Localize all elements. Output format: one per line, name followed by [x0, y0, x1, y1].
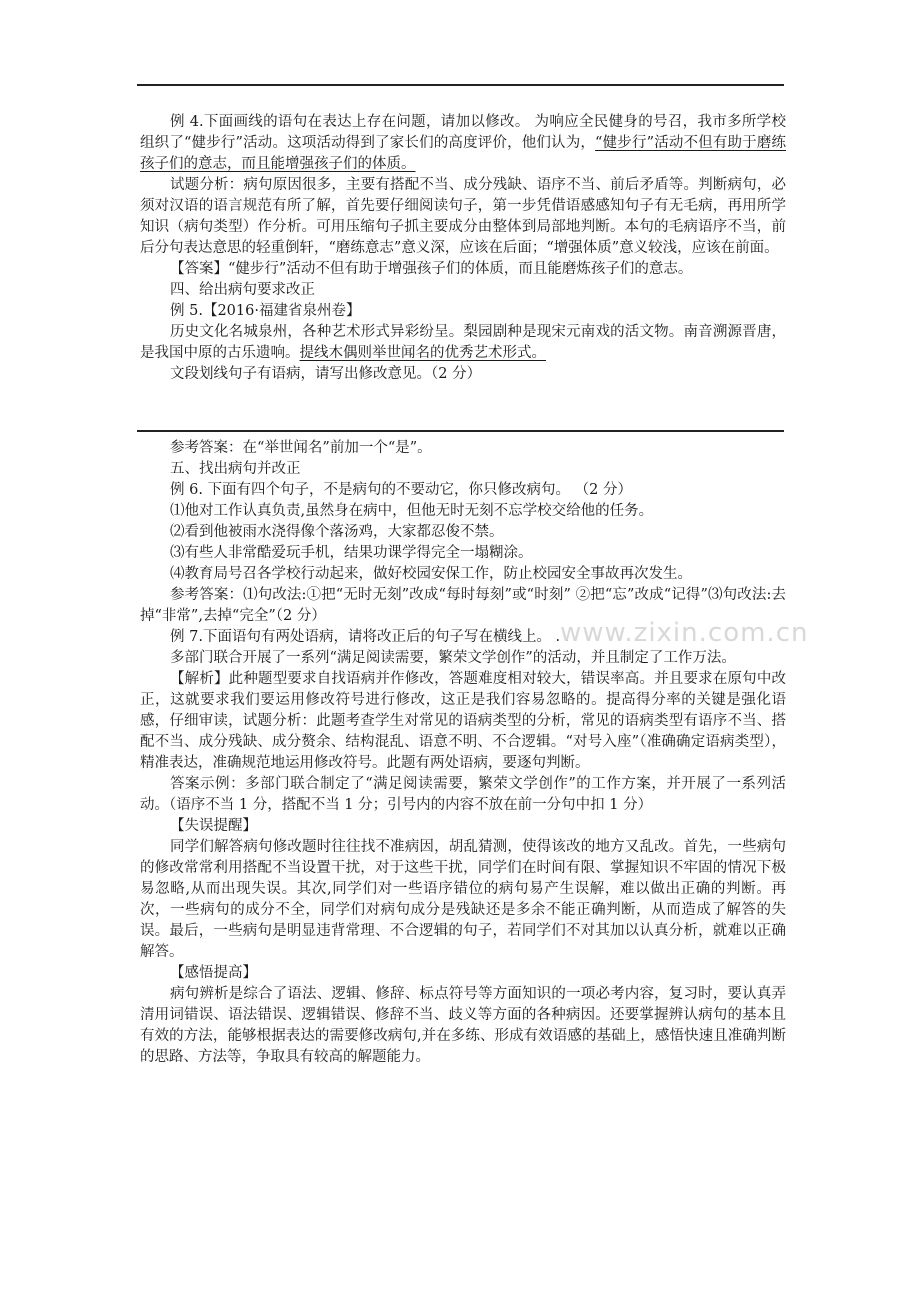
example-7-text: 多部门联合开展了一系列“满足阅读需要，繁荣文学创作”的活动，并且制定了工作万法。	[170, 650, 736, 666]
section-5-heading: 五、找出病句并改正	[170, 461, 301, 477]
example-6-sentence-3: ⑶有些人非常酷爱玩手机，结果功课学得完全一塌糊涂。	[170, 545, 533, 561]
example-7-heading: 例 7.下面语句有两处语病，请将改正后的句子写在横线上。 . .	[170, 629, 570, 645]
example-6-sentence-2: ⑵看到他被雨水浇得像个落汤鸡，大家都忍俊不禁。	[170, 524, 504, 540]
mistakes-text: 同学们解答病句修改题时往往找不准病因，胡乱猜测，使得该改的地方又乱改。首先，一些病句的修改常常利用搭配不当设置干扰，对于这些干扰，同学们在时间有限、掌握知识不牢固的情况下极易忽略,从而出现失误。其次,同学们对一些语序错位的病句易产生误解，难以做出正确的判断。再次，一些病句的成分不全，同学们对病句成分是残缺还是多余不能正确判断，从而造成了解答的失误。最后，一些病句是明显违背常理、不合逻辑的句子，若同学们不对其加以认真分析，就难以正确解答。	[140, 839, 786, 960]
insight-heading: 【感悟提高】	[170, 965, 257, 981]
example-6-sentence-4: ⑷教育局号召各学校行动起来，做好校园安保工作，防止校园安全事故再次发生。	[170, 566, 692, 582]
example-5-text: 历史文化名城泉州，各种艺术形式异彩纷呈。梨园剧种是现宋元南戏的活文物。南音溯源晋唐，是我国中原的古乐遗响。	[140, 324, 786, 361]
example-5-ask: 文段划线句子有语病，请写出修改意见。（2 分）	[170, 366, 482, 382]
example-7-sample-answer: 答案示例：多部门联合制定了“满足阅读需要，繁荣文学创作”的工作方案，并开展了一系列活动。（语序不当 1 分，搭配不当 1 分；引号内的内容不放在前一分句中扣 1 分）	[140, 776, 786, 813]
middle-rule	[137, 430, 784, 432]
upper-section	[140, 112, 786, 385]
lower-section	[140, 438, 786, 1068]
top-rule	[137, 84, 784, 86]
example-5-passage	[140, 322, 786, 364]
mistakes-heading: 【失误提醒】	[170, 818, 257, 834]
example-5-underlined: 提线木偶则举世闻名的优秀艺术形式。	[299, 345, 546, 361]
section-4-heading: 四、给出病句要求改正	[170, 282, 315, 298]
example-7-analysis: 【解析】此种题型要求自找语病并作修改，答题难度相对较大，错误率高。并且要求在原句中改正，这就要求我们要运用修改符号进行修改，这正是我们容易忽略的。提高得分率的关键是强化语感，仔细审读，试题分析：此题考查学生对常见的语病类型的分析，常见的语病类型有语序不当、搭配不当、成分残缺、成分赘余、结构混乱、语意不明、不合逻辑。“对号入座”（准确确定语病类型），精准表达，准确规范地运用修改符号。此题有两处语病，要逐句判断。	[140, 671, 786, 771]
example-4-question	[140, 112, 786, 175]
example-5-reference: 参考答案：在“举世闻名”前加一个“是”。	[170, 440, 432, 456]
example-6-reference: 参考答案：⑴句改法:①把“无时无刻”改成“每时每刻”或“时刻” ②把“忘”改成“记得”⑶句改法:去掉“非常”,去掉“完全”（2 分）	[140, 587, 786, 624]
example-5-heading: 例 5.【2016·福建省泉州卷】	[170, 303, 361, 319]
example-6-heading: 例 6. 下面有四个句子，不是病句的不要动它，你只修改病句。 （2 分）	[170, 482, 632, 498]
insight-text: 病句辨析是综合了语法、逻辑、修辞、标点符号等方面知识的一项必考内容，复习时，要认真弄清用词错误、语法错误、逻辑错误、修辞不当、歧义等方面的各种病因。还要掌握辨认病句的基本且有效的方法，能够根据表达的需要修改病句,并在多练、形成有效语感的基础上，感悟快速且准确判断的思路、方法等，争取具有较高的解题能力。	[140, 986, 786, 1065]
example-4-text: 例 4.下面画线的语句在表达上存在问题，请加以修改。 为响应全民健身的号召，我市多所学校组织了“健步行”活动。这项活动得到了家长们的高度评价，他们认为，	[140, 114, 786, 151]
example-4-underlined: “健步行”活动不但有助于磨练孩子们的意志，而且能增强孩子们的体质。	[140, 135, 786, 172]
watermark: www.zixin.com.cn	[560, 618, 809, 648]
example-4-analysis: 试题分析：病句原因很多，主要有搭配不当、成分残缺、语序不当、前后矛盾等。判断病句，必须对汉语的语言规范有所了解，首先要仔细阅读句子，第一步凭借语感感知句子有无毛病，再用所学知识（病句类型）作分析。可用压缩句子抓主要成分由整体到局部地判断。本句的毛病语序不当，前后分句表达意思的轻重倒轩，“磨练意志”意义深，应该在后面；“增强体质”意义较浅，应该在前面。	[140, 177, 786, 256]
example-6-sentence-1: ⑴他对工作认真负责,虽然身在病中，但他无时无刻不忘学校交给他的任务。	[170, 503, 654, 519]
example-4-answer: 【答案】“健步行”活动不但有助于增强孩子们的体质，而且能磨炼孩子们的意志。	[170, 261, 693, 277]
